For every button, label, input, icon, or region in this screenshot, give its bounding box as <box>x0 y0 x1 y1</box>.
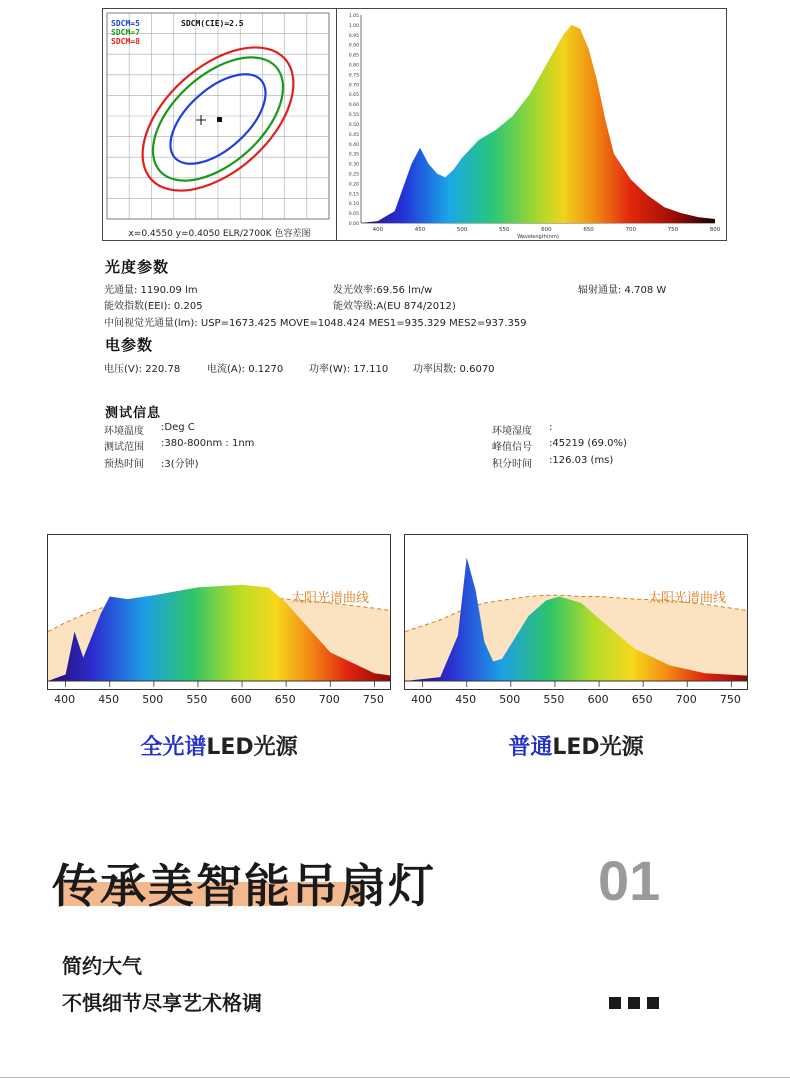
test-left-value-0: :Deg C <box>161 422 195 433</box>
spectrum-y-tick: 0.00 <box>348 222 359 227</box>
spectrum-y-tick: 0.40 <box>348 142 359 148</box>
normal-led-tick-label: 550 <box>543 693 565 706</box>
current: 电流(A): 0.1270 <box>207 364 284 375</box>
normal-led-chart <box>404 534 748 690</box>
normal-led-caption <box>404 730 748 761</box>
spectrum-y-tick: 0.90 <box>348 43 359 49</box>
spectrum-x-tick: 750 <box>667 227 679 233</box>
measured-point <box>217 117 222 122</box>
spectrum-x-tick: 500 <box>456 227 468 233</box>
test-right-value-0: : <box>549 422 553 433</box>
full-spectrum-tick-label: 500 <box>142 693 164 706</box>
spectrum-x-tick: 450 <box>414 227 426 233</box>
power: 功率(W): 17.110 <box>309 364 389 375</box>
test-right-label-2: 积分时间 <box>492 459 532 470</box>
legend-sdcm8: SDCM=8 <box>111 37 140 46</box>
decor-square-3 <box>647 997 659 1009</box>
test-right-value-1: :45219 (69.0%) <box>549 438 627 449</box>
spectrum-y-tick: 0.10 <box>348 202 359 208</box>
spectrum-y-tick: 0.65 <box>348 93 359 99</box>
normal-led-caption-highlight: 普通 <box>508 735 553 760</box>
spectrum-x-tick: 550 <box>499 227 510 233</box>
test-left-value-2: :3(分钟) <box>161 459 199 470</box>
spectrum-y-tick: 0.05 <box>348 212 359 218</box>
test-left-value-1: :380-800nm : 1nm <box>161 438 255 449</box>
full-spectrum-plot <box>48 535 391 690</box>
cie-chart <box>103 9 337 240</box>
sun-curve-label-left: 太阳光谱曲线 <box>291 591 370 606</box>
normal-led-caption-rest: LED光源 <box>552 735 644 760</box>
photometric-title: 光度参数 <box>105 258 170 276</box>
spectrum-y-tick: 0.25 <box>348 172 359 178</box>
full-spectrum-x-axis <box>47 693 391 709</box>
radiant-flux: 辐射通量: 4.708 W <box>578 285 667 296</box>
decor-square-2 <box>628 997 640 1009</box>
feature-line-2: 不惧细节尽享艺术格调 <box>62 991 262 1015</box>
luminous-flux: 光通量: 1190.09 lm <box>104 285 198 296</box>
spectrum-plot <box>339 9 726 240</box>
full-spectrum-tick-label: 600 <box>230 693 252 706</box>
spectrum-y-tick: 0.70 <box>348 83 359 89</box>
spectrum-y-tick: 0.35 <box>348 152 359 158</box>
spectrum-y-tick: 0.60 <box>348 103 359 109</box>
test-left-label-2: 预热时间 <box>104 459 144 470</box>
full-spectrum-tick-label: 450 <box>98 693 120 706</box>
normal-led-tick-label: 450 <box>455 693 477 706</box>
test-right-label-0: 环境湿度 <box>492 426 532 437</box>
test-left-label-1: 测试范围 <box>104 442 144 453</box>
spectrum-y-tick: 0.15 <box>348 192 359 198</box>
test-info-title: 测试信息 <box>105 406 162 421</box>
full-spectrum-caption <box>47 730 391 761</box>
section-number: 01 <box>598 849 661 912</box>
bottom-divider <box>0 1077 790 1078</box>
spectrum-y-tick: 1.00 <box>348 23 359 29</box>
spectrum-y-tick: 0.20 <box>348 182 359 188</box>
feature-heading: 传承美智能吊扇灯 <box>52 859 436 913</box>
eei: 能效指数(EEI): 0.205 <box>104 301 203 312</box>
normal-led-plot <box>405 535 748 690</box>
full-spectrum-chart <box>47 534 391 690</box>
spectrum-y-tick: 0.85 <box>348 53 359 59</box>
test-right-value-2: :126.03 (ms) <box>549 455 614 466</box>
spectrum-area <box>361 25 715 223</box>
spectrum-y-tick: 0.75 <box>348 73 359 79</box>
spectrum-y-tick: 0.95 <box>348 33 359 39</box>
spectrum-y-tick: 0.55 <box>348 113 359 119</box>
full-spectrum-tick-label: 750 <box>362 693 384 706</box>
full-spectrum-tick-label: 550 <box>186 693 208 706</box>
sun-curve-label-right: 太阳光谱曲线 <box>648 591 727 606</box>
spectrum-y-tick: 0.80 <box>348 63 359 69</box>
normal-led-tick-label: 700 <box>675 693 697 706</box>
cie-legend <box>111 19 140 46</box>
normal-led-tick-label: 600 <box>587 693 609 706</box>
normal-led-tick-label: 750 <box>719 693 741 706</box>
spectrum-x-label: Wavelength(nm) <box>517 234 559 240</box>
test-left-label-0: 环境温度 <box>104 426 144 437</box>
full-spectrum-caption-highlight: 全光谱 <box>140 735 207 760</box>
full-spectrum-caption-rest: LED光源 <box>206 735 298 760</box>
spectrum-x-tick: 650 <box>583 227 594 233</box>
legend-sdcm5: SDCM=5 <box>111 19 140 28</box>
normal-led-x-axis <box>404 693 748 709</box>
spectrum-chart <box>339 9 726 240</box>
spectrum-y-tick: 0.50 <box>348 122 359 128</box>
feature-line-1: 简约大气 <box>62 954 142 978</box>
full-spectrum-tick-label: 700 <box>318 693 340 706</box>
energy-class: 能效等级:A(EU 874/2012) <box>333 301 456 312</box>
normal-led-tick-label: 400 <box>411 693 433 706</box>
test-right-label-1: 峰值信号 <box>492 442 532 453</box>
full-spectrum-tick-label: 400 <box>54 693 76 706</box>
cie-caption: x=0.4550 y=0.4050 ELR/2700K 色容差图 <box>128 229 311 239</box>
spectrum-x-tick: 400 <box>372 227 384 233</box>
cie-title: SDCM(CIE)=2.5 <box>181 19 244 28</box>
spectrum-x-tick: 700 <box>625 227 636 233</box>
spectrum-y-tick: 1.05 <box>348 14 359 19</box>
mesopic-flux: 中间视觉光通量(lm): USP=1673.425 MOVE=1048.424 MES1=935.329 MES2=937.359 <box>104 318 527 329</box>
full-spectrum-tick-label: 650 <box>274 693 296 706</box>
voltage: 电压(V): 220.78 <box>104 364 181 375</box>
spectrum-x-tick: 600 <box>541 227 552 233</box>
spectrum-y-tick: 0.45 <box>348 132 359 138</box>
normal-led-tick-label: 500 <box>499 693 521 706</box>
normal-led-tick-label: 650 <box>631 693 653 706</box>
power-factor: 功率因数: 0.6070 <box>413 364 495 375</box>
efficacy: 发光效率:69.56 lm/w <box>333 285 433 296</box>
legend-sdcm7: SDCM=7 <box>111 28 140 37</box>
spectrum-y-tick: 0.30 <box>348 162 359 168</box>
electrical-title: 电参数 <box>105 336 154 354</box>
decor-square-1 <box>609 997 621 1009</box>
spectrum-x-tick: 800 <box>709 227 721 233</box>
report-figure <box>102 8 727 241</box>
